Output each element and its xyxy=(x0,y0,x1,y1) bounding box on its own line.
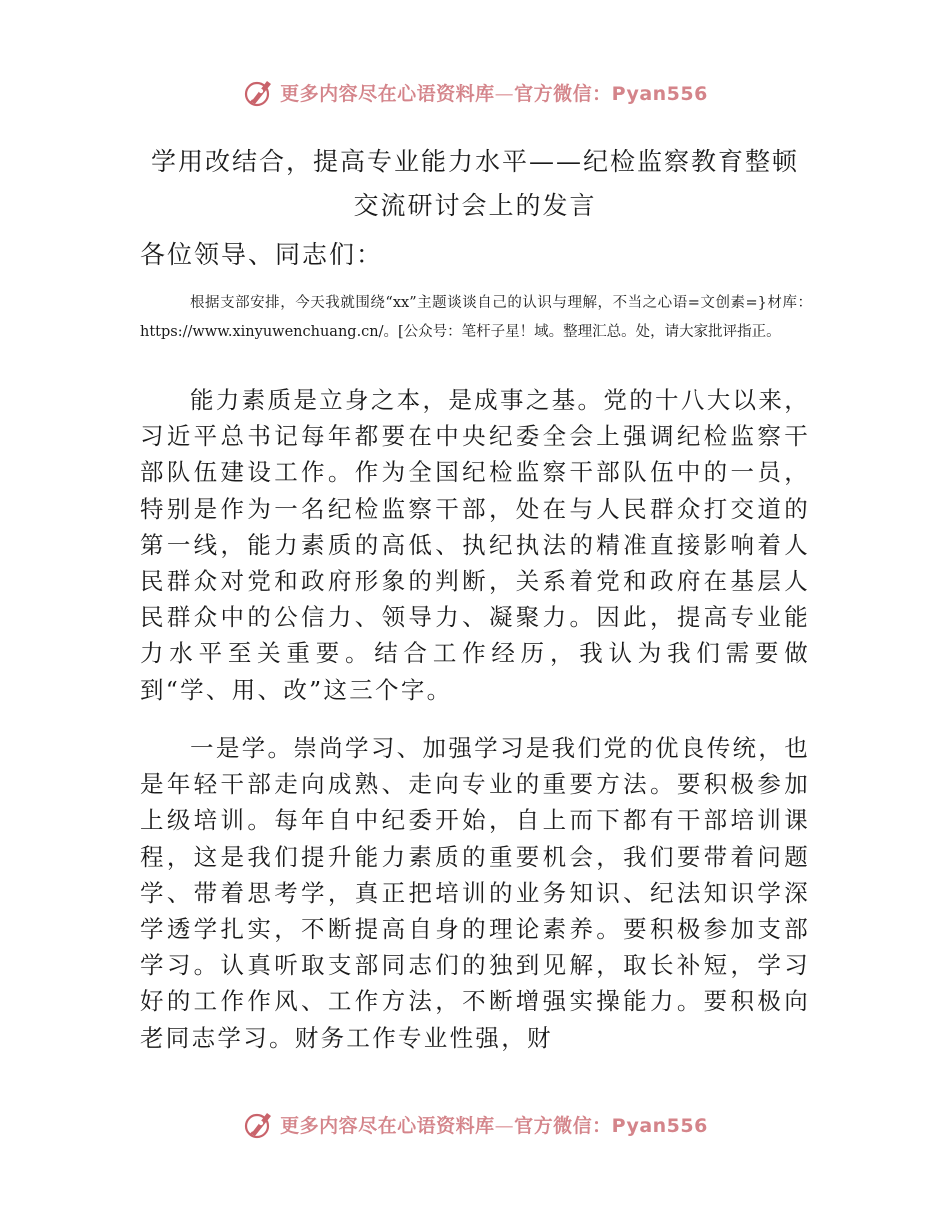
body-paragraph: 一是学。崇尚学习、加强学习是我们党的优良传统，也是年轻干部走向成熟、走向专业的重要方法。要积极参加上级培训。每年自中纪委开始，自上而下都有干部培训课程，这是我们提升能力素质的重要机会，我们要带着问题学、带着思考学，真正把培训的业务知识、纪法知识学深学透学扎实，不断提高自身的理论素养。要积极参加支部学习。认真听取支部同志们的独到见解，取长补短，学习好的工作作风、工作方法，不断增强实操能力。要积极向老同志学习。财务工作专业性强，财 xyxy=(140,734,810,1052)
body-paragraph: 能力素质是立身之本，是成事之基。党的十八大以来，习近平总书记每年都要在中央纪委全会上强调纪检监察干部队伍建设工作。作为全国纪检监察干部队伍中的一员，特别是作为一名纪检监察干部，处在与人民群众打交道的第一线，能力素质的高低、执纪执法的精准直接影响着人民群众对党和政府形象的判断，关系着党和政府在基层人民群众中的公信力、领导力、凝聚力。因此，提高专业能力水平至关重要。结合工作经历，我认为我们需要做到“学、用、改”这三个字。 xyxy=(140,386,810,704)
watermark-text: 更多内容尽在心语资料库—官方微信：Pyan556 xyxy=(280,82,708,105)
source-note: 根据支部安排，今天我就围绕“xx”主题谈谈自己的认识与理解，不当之心语=文创素=}材库：https://www.xinyuwenchuang.cn/。[公众号：笔杆子星！域。整理汇总。处，请大家批评指正。 xyxy=(140,295,812,340)
header-watermark-banner xyxy=(0,72,950,112)
document-title: 学用改结合，提高专业能力水平——纪检监察教育整顿交流研讨会上的发言 xyxy=(150,147,799,220)
quill-pen-logo-icon xyxy=(242,1107,276,1141)
watermark-text: 更多内容尽在心语资料库—官方微信：Pyan556 xyxy=(280,1114,708,1137)
quill-pen-logo-icon xyxy=(242,75,276,109)
footer-watermark-banner xyxy=(0,1104,950,1144)
salutation: 各位领导、同志们： xyxy=(140,240,384,269)
